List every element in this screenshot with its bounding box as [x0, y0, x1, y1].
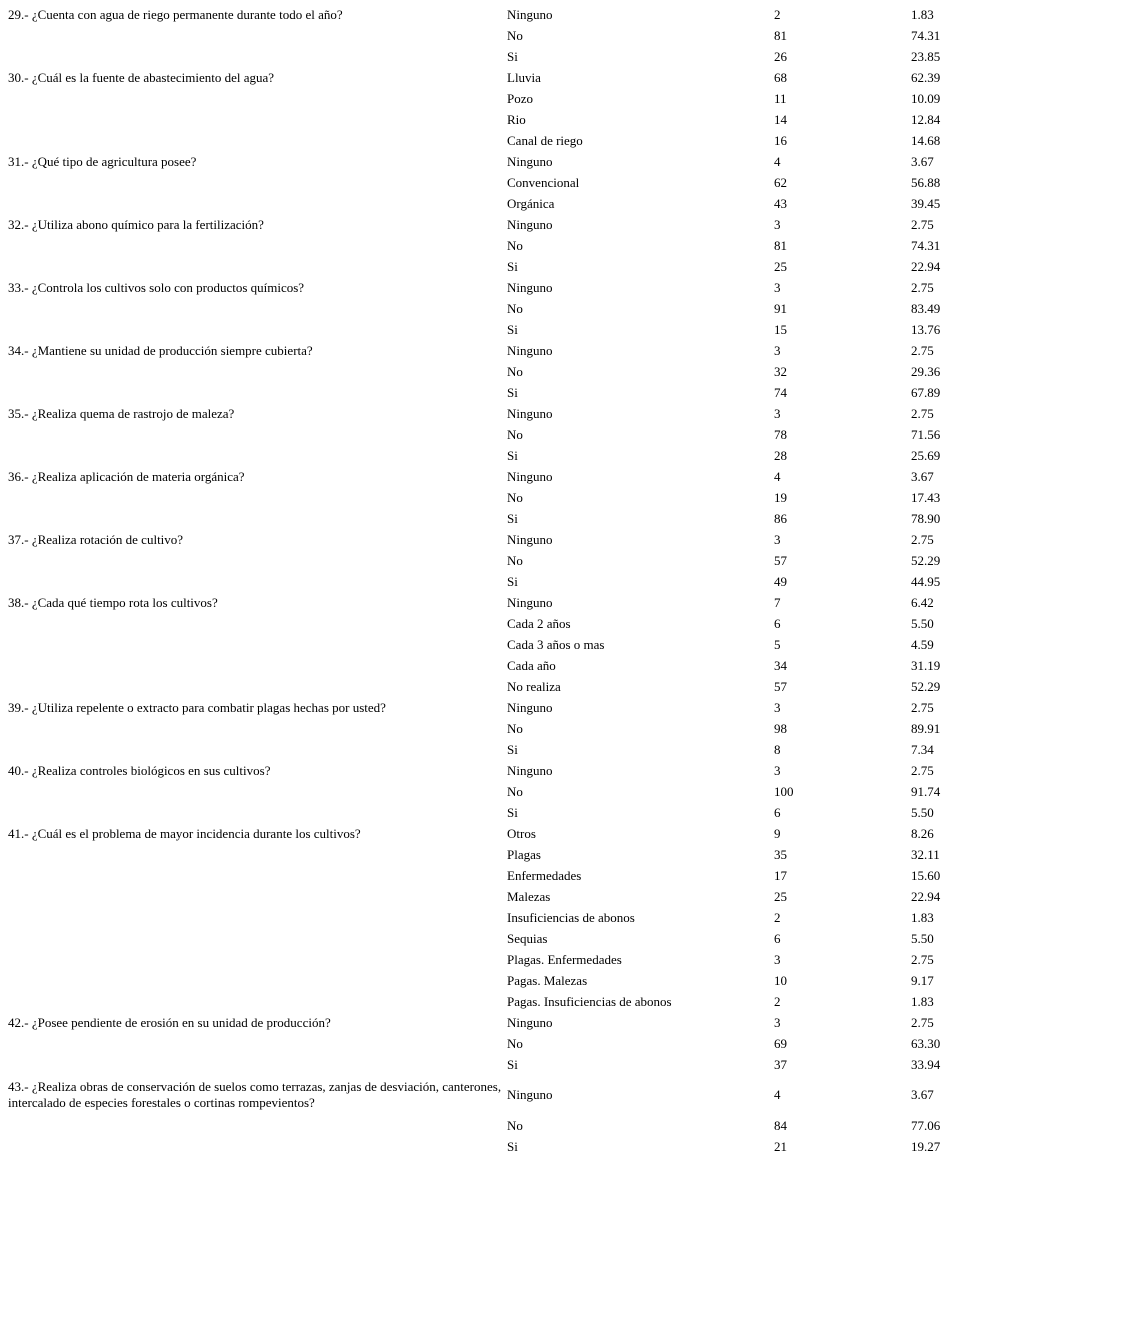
answer-count: 86 — [774, 510, 787, 526]
answer-count: 34 — [774, 657, 787, 673]
question-cell-empty — [8, 634, 507, 655]
table-row — [8, 697, 1112, 718]
answer-option: Canal de riego — [507, 132, 583, 148]
answer-option: Cada año — [507, 657, 556, 673]
answer-option: Cada 2 años — [507, 615, 571, 631]
answer-count: 91 — [774, 300, 787, 316]
table-row — [8, 613, 1112, 634]
table-row — [8, 382, 1112, 403]
question-cell-empty — [8, 487, 507, 508]
question-cell-empty — [8, 382, 507, 403]
answer-count: 57 — [774, 552, 787, 568]
question-cell-empty — [8, 109, 507, 130]
answer-option: Ninguno — [507, 279, 553, 295]
question-cell-empty — [8, 235, 507, 256]
table-row — [8, 718, 1112, 739]
table-row — [8, 739, 1112, 760]
answer-option: Orgánica — [507, 195, 555, 211]
answer-percent: 22.94 — [911, 258, 941, 274]
answer-percent: 2.75 — [911, 216, 934, 232]
answer-count: 28 — [774, 447, 787, 463]
answer-percent: 77.06 — [911, 1117, 941, 1133]
answer-percent: 22.94 — [911, 888, 941, 904]
question-text: 34.- ¿Mantiene su unidad de producción siempre cubierta? — [8, 342, 313, 358]
table-row — [8, 571, 1112, 592]
answer-count: 43 — [774, 195, 787, 211]
question-text: 37.- ¿Realiza rotación de cultivo? — [8, 531, 184, 547]
table-row — [8, 760, 1112, 781]
answer-count: 14 — [774, 111, 787, 127]
answer-percent: 2.75 — [911, 951, 934, 967]
table-row — [8, 445, 1112, 466]
table-row — [8, 4, 1112, 25]
question-cell-empty — [8, 361, 507, 382]
table-row — [8, 865, 1112, 886]
question-cell-empty — [8, 130, 507, 151]
table-row — [8, 634, 1112, 655]
answer-count: 10 — [774, 972, 787, 988]
table-row — [8, 781, 1112, 802]
answer-percent: 2.75 — [911, 279, 934, 295]
question-cell-empty — [8, 508, 507, 529]
answer-count: 19 — [774, 489, 787, 505]
table-row — [8, 802, 1112, 823]
question-cell-empty — [8, 802, 507, 823]
answer-count: 9 — [774, 825, 781, 841]
table-row — [8, 130, 1112, 151]
answer-option: Lluvia — [507, 69, 541, 85]
answer-percent: 52.29 — [911, 678, 941, 694]
question-text: 39.- ¿Utiliza repelente o extracto para combatir plagas hechas por usted? — [8, 699, 386, 715]
answer-count: 3 — [774, 1014, 781, 1030]
question-cell-empty — [8, 193, 507, 214]
table-row — [8, 298, 1112, 319]
answer-percent: 83.49 — [911, 300, 941, 316]
question-cell-empty — [8, 844, 507, 865]
answer-count: 21 — [774, 1138, 787, 1154]
answer-option: No — [507, 300, 523, 316]
answer-percent: 8.26 — [911, 825, 934, 841]
answer-count: 3 — [774, 342, 781, 358]
answer-percent: 5.50 — [911, 930, 934, 946]
answer-percent: 2.75 — [911, 699, 934, 715]
answer-count: 81 — [774, 237, 787, 253]
answer-percent: 31.19 — [911, 657, 941, 673]
table-row — [8, 949, 1112, 970]
question-cell-empty — [8, 865, 507, 886]
answer-count: 3 — [774, 699, 781, 715]
question-cell-empty — [8, 781, 507, 802]
answer-option: Si — [507, 48, 518, 64]
question-text: 43.- ¿Realiza obras de conservación de suelos como terrazas, zanjas de desviación, canterones, intercalado de especies forestales o cortinas rompevientos? — [8, 1079, 502, 1110]
table-row — [8, 1033, 1112, 1054]
table-row — [8, 340, 1112, 361]
answer-percent: 15.60 — [911, 867, 941, 883]
answer-option: No — [507, 552, 523, 568]
answer-percent: 63.30 — [911, 1035, 941, 1051]
question-cell-empty — [8, 1054, 507, 1075]
answer-option: Si — [507, 1138, 518, 1154]
answer-option: Ninguno — [507, 405, 553, 421]
question-cell-empty — [8, 907, 507, 928]
answer-count: 3 — [774, 279, 781, 295]
answer-percent: 2.75 — [911, 342, 934, 358]
answer-option: No — [507, 720, 523, 736]
table-row — [8, 991, 1112, 1012]
question-text: 35.- ¿Realiza quema de rastrojo de maleza? — [8, 405, 235, 421]
question-cell-empty — [8, 886, 507, 907]
table-row — [8, 1075, 1112, 1115]
answer-count: 57 — [774, 678, 787, 694]
question-cell-empty — [8, 613, 507, 634]
answer-percent: 1.83 — [911, 909, 934, 925]
answer-percent: 39.45 — [911, 195, 941, 211]
answer-percent: 2.75 — [911, 531, 934, 547]
table-row — [8, 823, 1112, 844]
answer-option: Ninguno — [507, 531, 553, 547]
answer-count: 6 — [774, 804, 781, 820]
table-row — [8, 235, 1112, 256]
answer-option: Malezas — [507, 888, 551, 904]
question-text: 40.- ¿Realiza controles biológicos en sus cultivos? — [8, 762, 271, 778]
answer-count: 26 — [774, 48, 787, 64]
answer-count: 69 — [774, 1035, 787, 1051]
answer-option: Cada 3 años o mas — [507, 636, 605, 652]
answer-count: 78 — [774, 426, 787, 442]
answer-option: Pagas. Malezas — [507, 972, 588, 988]
question-cell-empty — [8, 46, 507, 67]
answer-option: Insuficiencias de abonos — [507, 909, 635, 925]
answer-percent: 25.69 — [911, 447, 941, 463]
answer-option: Si — [507, 1056, 518, 1072]
answer-count: 35 — [774, 846, 787, 862]
answer-percent: 9.17 — [911, 972, 934, 988]
answer-option: Ninguno — [507, 1087, 553, 1102]
answer-percent: 23.85 — [911, 48, 941, 64]
answer-count: 62 — [774, 174, 787, 190]
answer-option: Si — [507, 510, 518, 526]
answer-count: 3 — [774, 405, 781, 421]
table-row — [8, 67, 1112, 88]
answer-percent: 1.83 — [911, 6, 934, 22]
question-cell-empty — [8, 25, 507, 46]
question-cell-empty — [8, 676, 507, 697]
answer-option: Ninguno — [507, 6, 553, 22]
answer-percent: 44.95 — [911, 573, 941, 589]
answer-percent: 12.84 — [911, 111, 941, 127]
question-cell-empty — [8, 571, 507, 592]
answer-percent: 71.56 — [911, 426, 941, 442]
question-cell-empty — [8, 970, 507, 991]
answer-percent: 56.88 — [911, 174, 941, 190]
answer-option: No — [507, 363, 523, 379]
answer-count: 3 — [774, 762, 781, 778]
answer-count: 32 — [774, 363, 787, 379]
answer-option: Ninguno — [507, 762, 553, 778]
answer-option: Pagas. Insuficiencias de abonos — [507, 993, 672, 1009]
table-row — [8, 466, 1112, 487]
answer-count: 68 — [774, 69, 787, 85]
answer-count: 25 — [774, 258, 787, 274]
table-row — [8, 928, 1112, 949]
table-row — [8, 46, 1112, 67]
question-cell-empty — [8, 928, 507, 949]
answer-count: 2 — [774, 909, 781, 925]
answer-percent: 67.89 — [911, 384, 941, 400]
question-cell-empty — [8, 445, 507, 466]
answer-percent: 17.43 — [911, 489, 941, 505]
answer-option: Ninguno — [507, 1014, 553, 1030]
answer-percent: 10.09 — [911, 90, 941, 106]
answer-percent: 78.90 — [911, 510, 941, 526]
answer-count: 49 — [774, 573, 787, 589]
answer-option: No realiza — [507, 678, 561, 694]
answer-option: Sequias — [507, 930, 548, 946]
table-row — [8, 1012, 1112, 1033]
table-row — [8, 529, 1112, 550]
question-text: 36.- ¿Realiza aplicación de materia orgánica? — [8, 468, 245, 484]
question-cell-empty — [8, 88, 507, 109]
answer-percent: 6.42 — [911, 594, 934, 610]
question-cell-empty — [8, 319, 507, 340]
answer-count: 4 — [774, 153, 781, 169]
question-cell-empty — [8, 949, 507, 970]
table-row — [8, 676, 1112, 697]
question-text: 41.- ¿Cuál es el problema de mayor incidencia durante los cultivos? — [8, 825, 361, 841]
answer-percent: 89.91 — [911, 720, 941, 736]
answer-percent: 3.67 — [911, 1087, 934, 1102]
answer-option: Enfermedades — [507, 867, 582, 883]
question-cell-empty — [8, 991, 507, 1012]
table-row — [8, 592, 1112, 613]
question-text: 42.- ¿Posee pendiente de erosión en su unidad de producción? — [8, 1014, 331, 1030]
survey-results-table — [8, 4, 1112, 1157]
answer-percent: 52.29 — [911, 552, 941, 568]
answer-percent: 33.94 — [911, 1056, 941, 1072]
table-row — [8, 1054, 1112, 1075]
table-row — [8, 970, 1112, 991]
answer-percent: 32.11 — [911, 846, 940, 862]
answer-option: No — [507, 27, 523, 43]
answer-option: Si — [507, 258, 518, 274]
answer-count: 3 — [774, 951, 781, 967]
answer-count: 84 — [774, 1117, 787, 1133]
answer-percent: 74.31 — [911, 27, 941, 43]
answer-option: Si — [507, 573, 518, 589]
answer-count: 7 — [774, 594, 781, 610]
answer-option: Ninguno — [507, 153, 553, 169]
answer-percent: 3.67 — [911, 468, 934, 484]
table-row — [8, 25, 1112, 46]
answer-count: 3 — [774, 531, 781, 547]
answer-percent: 13.76 — [911, 321, 941, 337]
answer-option: Ninguno — [507, 216, 553, 232]
table-row — [8, 256, 1112, 277]
answer-percent: 5.50 — [911, 615, 934, 631]
table-row — [8, 550, 1112, 571]
answer-percent: 74.31 — [911, 237, 941, 253]
question-cell-empty — [8, 256, 507, 277]
answer-count: 11 — [774, 90, 787, 106]
question-text: 30.- ¿Cuál es la fuente de abastecimiento del agua? — [8, 69, 275, 85]
table-row — [8, 193, 1112, 214]
answer-count: 17 — [774, 867, 787, 883]
table-row — [8, 319, 1112, 340]
question-cell-empty — [8, 655, 507, 676]
answer-option: Ninguno — [507, 699, 553, 715]
answer-count: 6 — [774, 615, 781, 631]
survey-results-body — [8, 4, 1112, 1157]
question-cell-empty — [8, 1033, 507, 1054]
answer-count: 25 — [774, 888, 787, 904]
answer-option: Si — [507, 384, 518, 400]
answer-option: No — [507, 1035, 523, 1051]
answer-count: 100 — [774, 783, 794, 799]
answer-percent: 29.36 — [911, 363, 941, 379]
answer-count: 15 — [774, 321, 787, 337]
answer-percent: 5.50 — [911, 804, 934, 820]
question-cell-empty — [8, 739, 507, 760]
table-row — [8, 1115, 1112, 1136]
question-cell-empty — [8, 718, 507, 739]
answer-count: 3 — [774, 216, 781, 232]
answer-option: No — [507, 489, 523, 505]
answer-count: 98 — [774, 720, 787, 736]
answer-count: 37 — [774, 1056, 787, 1072]
answer-percent: 91.74 — [911, 783, 941, 799]
answer-option: Ninguno — [507, 468, 553, 484]
question-text: 33.- ¿Controla los cultivos solo con productos químicos? — [8, 279, 305, 295]
answer-option: Plagas. Enfermedades — [507, 951, 622, 967]
answer-option: Ninguno — [507, 594, 553, 610]
answer-percent: 1.83 — [911, 993, 934, 1009]
question-cell-empty — [8, 424, 507, 445]
question-cell-empty — [8, 1115, 507, 1136]
table-row — [8, 655, 1112, 676]
answer-option: No — [507, 783, 523, 799]
answer-percent: 3.67 — [911, 153, 934, 169]
question-cell-empty — [8, 1136, 507, 1157]
table-row — [8, 487, 1112, 508]
answer-option: Pozo — [507, 90, 533, 106]
table-row — [8, 172, 1112, 193]
answer-percent: 4.59 — [911, 636, 934, 652]
answer-option: Si — [507, 447, 518, 463]
table-row — [8, 907, 1112, 928]
answer-count: 4 — [774, 468, 781, 484]
answer-option: Plagas — [507, 846, 541, 862]
answer-option: Otros — [507, 825, 536, 841]
table-row — [8, 151, 1112, 172]
answer-option: Rio — [507, 111, 526, 127]
answer-option: Si — [507, 804, 518, 820]
answer-percent: 2.75 — [911, 405, 934, 421]
table-row — [8, 361, 1112, 382]
answer-percent: 62.39 — [911, 69, 941, 85]
question-cell-empty — [8, 550, 507, 571]
question-cell-empty — [8, 298, 507, 319]
question-text: 29.- ¿Cuenta con agua de riego permanente durante todo el año? — [8, 6, 343, 22]
answer-option: Si — [507, 321, 518, 337]
table-row — [8, 1136, 1112, 1157]
answer-percent: 2.75 — [911, 762, 934, 778]
answer-percent: 2.75 — [911, 1014, 934, 1030]
table-row — [8, 403, 1112, 424]
answer-count: 6 — [774, 930, 781, 946]
question-text: 31.- ¿Qué tipo de agricultura posee? — [8, 153, 197, 169]
table-row — [8, 886, 1112, 907]
answer-option: Convencional — [507, 174, 580, 190]
answer-count: 2 — [774, 6, 781, 22]
answer-percent: 14.68 — [911, 132, 941, 148]
table-row — [8, 109, 1112, 130]
question-text: 32.- ¿Utiliza abono químico para la fertilización? — [8, 216, 264, 232]
answer-option: No — [507, 237, 523, 253]
question-cell-empty — [8, 172, 507, 193]
table-row — [8, 277, 1112, 298]
answer-count: 8 — [774, 741, 781, 757]
table-row — [8, 844, 1112, 865]
table-row — [8, 424, 1112, 445]
table-row — [8, 214, 1112, 235]
question-text: 38.- ¿Cada qué tiempo rota los cultivos? — [8, 594, 218, 610]
answer-option: Si — [507, 741, 518, 757]
answer-count: 16 — [774, 132, 787, 148]
answer-option: Ninguno — [507, 342, 553, 358]
table-row — [8, 88, 1112, 109]
answer-percent: 7.34 — [911, 741, 934, 757]
answer-count: 81 — [774, 27, 787, 43]
table-row — [8, 508, 1112, 529]
answer-count: 2 — [774, 993, 781, 1009]
answer-option: No — [507, 1117, 523, 1133]
answer-count: 4 — [774, 1087, 781, 1102]
answer-percent: 19.27 — [911, 1138, 941, 1154]
answer-count: 74 — [774, 384, 787, 400]
answer-count: 5 — [774, 636, 781, 652]
answer-option: No — [507, 426, 523, 442]
